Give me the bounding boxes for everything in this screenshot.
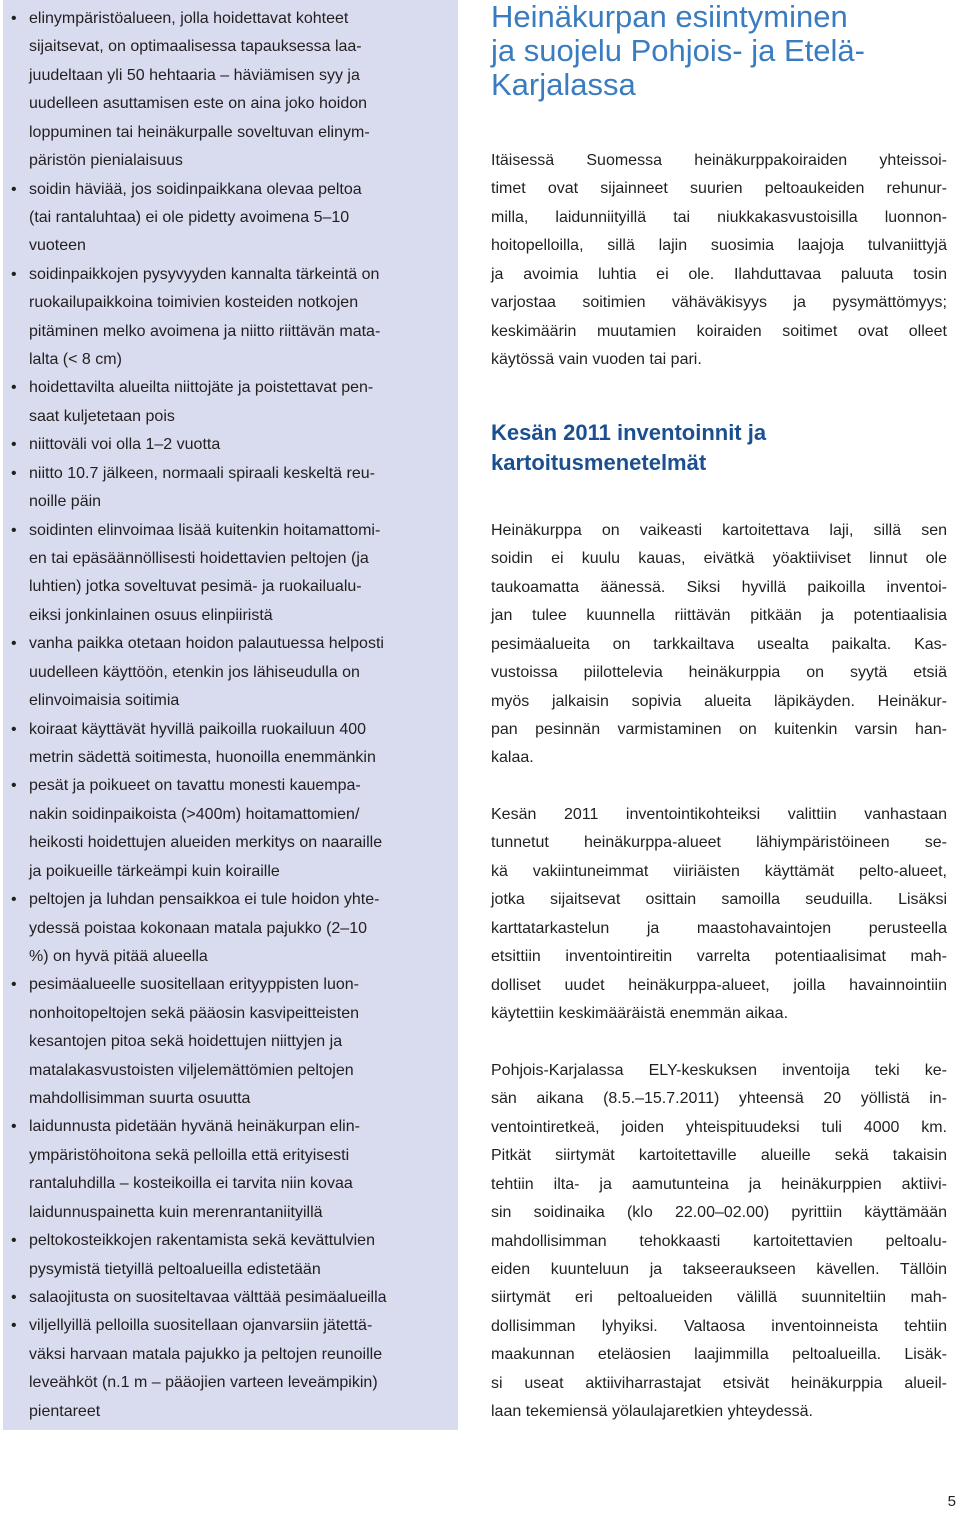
bullet-icon: •: [11, 777, 17, 795]
bullet-text: noille päin: [29, 493, 102, 511]
bullet-icon: •: [11, 464, 17, 482]
bullet-text: laidunnusta pidetään hyvänä heinäkurpan elin-: [29, 1118, 360, 1136]
bullet-item-line: [11, 261, 461, 289]
bullet-text: matalakasvustoisten viljelemättömien peltojen: [29, 1061, 354, 1079]
bullet-continuation-line: [11, 602, 461, 630]
paragraph-line: ventointiretkeä, joiden yhteispituudeksi tuli 4000 km.: [491, 1118, 947, 1136]
paragraph-line: käytettiin keskimääräistä enemmän aikaa.: [491, 1004, 789, 1022]
bullet-text: väksi harvaan matala pajukko ja peltojen reunoille: [29, 1345, 383, 1363]
bullet-item-line: [11, 5, 461, 33]
bullet-text: pitäminen melko avoimena ja niitto riittävän mata-: [29, 322, 381, 340]
bullet-text: vuoteen: [29, 237, 86, 255]
bullet-text: en tai epäsäännöllisesti hoidettavien peltojen (ja: [29, 550, 369, 568]
bullet-icon: •: [11, 635, 17, 653]
paragraph-line: soidin ei kuulu kauas, eivätkä yöaktiiviset linnut ole: [491, 550, 947, 568]
bullet-text: hoidettavilta alueilta niittojäte ja poistettavat pen-: [29, 379, 374, 397]
paragraph-line: pan pesinnän varmistaminen on kuitenkin varsin han-: [491, 720, 947, 738]
bullet-text: lalta (< 8 cm): [29, 351, 122, 369]
bullet-text: pysymistä tietyillä peltoalueilla edistetään: [29, 1260, 321, 1278]
bullet-item-line: [11, 716, 461, 744]
paragraph-line: maakunnan eteläosien laajimmilla peltoalueilla. Lisäk-: [491, 1346, 947, 1364]
bullet-item-line: [11, 517, 461, 545]
bullet-text: ja poikueille tärkeämpi kuin koiraille: [29, 862, 280, 880]
bullet-continuation-line: [11, 659, 461, 687]
bullet-text: ydessä poistaa kokonaan matala pajukko (2–10: [29, 919, 367, 937]
bullet-continuation-line: [11, 858, 461, 886]
bullet-continuation-line: [11, 1256, 461, 1284]
bullet-continuation-line: [11, 62, 461, 90]
bullet-icon: •: [11, 379, 17, 397]
paragraph-line: kalaa.: [491, 749, 534, 767]
bullet-text: (tai rantaluhtaa) ei ole pidetty avoimena 5–10: [29, 208, 350, 226]
paragraph-line: si useat aktiiviharrastajat etsivät heinäkurppia alueil-: [491, 1374, 947, 1392]
bullet-continuation-line: [11, 744, 461, 772]
bullet-text: eiksi jonkinlainen osuus elinpiiristä: [29, 606, 273, 624]
paragraph-line: jan tulee kuunnella riittävän pitkään ja potentiaalisia: [491, 607, 947, 625]
bullet-text: sijaitsevat, on optimaalisessa tapauksessa laa-: [29, 38, 362, 56]
bullet-text: koiraat käyttävät hyvillä paikoilla ruokailuun 400: [29, 720, 367, 738]
bullet-text: peltojen ja luhdan pensaikkoa ei tule hoidon yhte-: [29, 891, 380, 909]
paragraph-line: etsittiin inventointireitin varrelta potentiaalisimat mah-: [491, 948, 947, 966]
bullet-continuation-line: [11, 232, 461, 260]
bullet-text: pientareet: [29, 1402, 101, 1420]
bullet-continuation-line: [11, 687, 461, 715]
paragraph-line: vustoissa piilottelevia heinäkurppia on syytä etsiä: [491, 664, 947, 682]
paragraph-line: jotka sijaitsevat osittain samoilla seuduilla. Lisäksi: [491, 891, 947, 909]
bullet-text: heikosti hoidettujen alueiden merkitys on naaraille: [29, 834, 383, 852]
paragraph-line: tehtiin ilta- ja aamutunteina ja heinäkurppien aktiivi-: [491, 1175, 947, 1193]
subtitle-line: kartoitusmenetelmät: [491, 450, 707, 475]
bullet-item-line: [11, 772, 461, 800]
bullet-continuation-line: [11, 545, 461, 573]
bullet-text: nakin soidinpaikoista (>400m) hoitamattomien/: [29, 805, 360, 823]
bullet-continuation-line: [11, 119, 461, 147]
paragraph-line: eiden kuunteluun ja takseeraukseen kävellen. Tällöin: [491, 1260, 947, 1278]
title-line: ja suojelu Pohjois- ja Etelä-: [491, 33, 865, 68]
bullet-text: elinvoimaisia soitimia: [29, 692, 180, 710]
bullet-text: peltokosteikkojen rakentamista sekä kevättulvien: [29, 1232, 375, 1250]
bullet-icon: •: [11, 720, 17, 738]
title-line: Heinäkurpan esiintyminen: [491, 0, 848, 34]
bullet-icon: •: [11, 10, 17, 27]
bullet-continuation-line: [11, 915, 461, 943]
bullet-text: leveähköt (n.1 m – pääojien varteen leveämpikin): [29, 1374, 378, 1392]
bullet-continuation-line: [11, 1170, 461, 1198]
paragraph-line: Pitkät siirtymät kartoitettaville alueille sekä takaisin: [491, 1147, 947, 1165]
bullet-continuation-line: [11, 943, 461, 971]
paragraph-line: myös jalkaisin sopivia alueita läpikäyden. Heinäkur-: [491, 692, 947, 710]
bullet-text: elinympäristöalueen, jolla hoidettavat kohteet: [29, 10, 349, 27]
paragraph-line: karttatarkastelun ja maastohavaintojen perusteella: [491, 919, 947, 937]
paragraph-line: siirtymät eri peltoalueiden välillä suunniteltiin mah-: [491, 1289, 947, 1307]
bullet-text: juudeltaan yli 50 hehtaaria – häviämisen syy ja: [29, 66, 360, 84]
paragraph-line: dollisimman lyhyiksi. Valtaosa inventoinneista tehtiin: [491, 1317, 947, 1335]
bullet-item-line: [11, 1312, 461, 1340]
paragraph-line: milla, laidunniityillä tai niukkakasvustoisilla luonnon-: [491, 208, 947, 226]
title-line: Karjalassa: [491, 67, 636, 102]
bullet-text: mahdollisimman suurta osuutta: [29, 1090, 251, 1108]
bullet-text: pesimäalueelle suositellaan erityyppisten luon-: [29, 976, 359, 994]
bullet-text: soidinten elinvoimaa lisää kuitenkin hoitamattomi-: [29, 521, 381, 539]
paragraph-line: tunnetut heinäkurppa-alueet lähiympäristöineen se-: [491, 834, 947, 852]
bullet-icon: •: [11, 1118, 17, 1136]
bullet-icon: •: [11, 891, 17, 909]
bullet-text: niittoväli voi olla 1–2 vuotta: [29, 436, 221, 454]
bullet-text: rantaluhdilla – kosteikoilla ei tarvita niin kovaa: [29, 1175, 353, 1193]
bullet-continuation-line: [11, 801, 461, 829]
bullet-text: ympäristöhoitona sekä pelloilla että erityisesti: [29, 1146, 350, 1164]
sidebar-box: [3, 0, 458, 1430]
intro-paragraph: [491, 147, 947, 374]
bullet-text: uudelleen asuttamisen este on aina joko hoidon: [29, 95, 368, 113]
bullet-item-line: [11, 1227, 461, 1255]
bullet-text: viljellyillä pelloilla suositellaan ojanvarsiin jätettä-: [29, 1317, 373, 1335]
paragraph-line: varjostaa soitimien vähäväkisyys ja pysymättömyys;: [491, 294, 947, 312]
bullet-continuation-line: [11, 488, 461, 516]
bullet-continuation-line: [11, 403, 461, 431]
bullet-continuation-line: [11, 1028, 461, 1056]
bullet-icon: •: [11, 436, 17, 454]
bullet-text: kesantojen pitoa sekä hoidettujen niittyjen ja: [29, 1033, 343, 1051]
bullet-text: metrin sädettä soitimesta, huonoilla enemmänkin: [29, 748, 376, 766]
paragraph-line: Pohjois-Karjalassa ELY-keskuksen inventoija teki ke-: [491, 1062, 947, 1079]
paragraph-line: sin soidinaika (klo 22.00–02.00) pyrittiin käyttämään: [491, 1204, 947, 1222]
bullet-icon: •: [11, 976, 17, 994]
bullet-continuation-line: [11, 318, 461, 346]
bullet-icon: •: [11, 265, 17, 283]
paragraph-line: keskimäärin muutamien koiraiden soitimet ovat olleet: [491, 322, 947, 340]
paragraph-line: sän aikana (8.5.–15.7.2011) yhteensä 20 yöllistä in-: [491, 1090, 947, 1108]
bullet-continuation-line: [11, 1057, 461, 1085]
bullet-continuation-line: [11, 1000, 461, 1028]
paragraph-line: ja avoimia luhtia ei ole. Ilahduttavaa paluuta tosin: [491, 265, 947, 283]
bullet-text: luhtien) jotka soveltuvat pesimä- ja ruokailualu-: [29, 578, 362, 596]
bullet-text: pesät ja poikueet on tavattu monesti kauempa-: [29, 777, 361, 795]
section-subtitle: [491, 418, 766, 478]
paragraph-line: Heinäkurppa on vaikeasti kartoitettava laji, sillä sen: [491, 522, 947, 539]
methods-paragraph-2: [491, 801, 947, 1028]
bullet-text: salaojitusta on suositeltavaa välttää pesimäalueilla: [29, 1288, 387, 1306]
bullet-text: saat kuljetetaan pois: [29, 407, 175, 425]
section-title: [491, 0, 865, 102]
bullet-text: soidinpaikkojen pysyvyyden kannalta tärkeintä on: [29, 265, 380, 283]
bullet-item-line: [11, 886, 461, 914]
bullet-continuation-line: [11, 1199, 461, 1227]
bullet-continuation-line: [11, 90, 461, 118]
bullet-text: päristön pienialaisuus: [29, 152, 183, 170]
bullet-item-line: [11, 176, 461, 204]
bullet-continuation-line: [11, 204, 461, 232]
bullet-continuation-line: [11, 346, 461, 374]
paragraph-line: taukoamatta äänessä. Siksi hyvillä paikoilla inventoi-: [491, 578, 947, 596]
bullet-item-line: [11, 374, 461, 402]
paragraph-line: hoitopelloilla, sillä lajin suosimia laajoja tulvaniittyjä: [491, 237, 947, 255]
bullet-continuation-line: [11, 1398, 461, 1426]
bullet-continuation-line: [11, 147, 461, 175]
methods-paragraph-1: [491, 517, 947, 773]
paragraph-line: Kesän 2011 inventointikohteiksi valittiin vanhastaan: [491, 806, 947, 823]
bullet-text: nonhoitopeltojen sekä pääosin kasvipeitteisten: [29, 1004, 360, 1022]
bullet-text: ruokailupaikkoina toimivien kosteiden notkojen: [29, 294, 359, 312]
bullet-item-line: [11, 1113, 461, 1141]
bullet-item-line: [11, 971, 461, 999]
bullet-item-line: [11, 431, 461, 459]
page-number: 5: [947, 1493, 956, 1510]
methods-paragraph-3: [491, 1057, 947, 1426]
paragraph-line: mahdollisimman tehokkaasti kartoitettavien peltoalu-: [491, 1232, 947, 1250]
bullet-continuation-line: [11, 289, 461, 317]
paragraph-line: laan tekemiensä yölaulajaretkien yhteydessä.: [491, 1403, 813, 1421]
paragraph-line: Itäisessä Suomessa heinäkurppakoiraiden yhteissoi-: [491, 152, 947, 169]
paragraph-line: kä vakiintuneimmat viiriäisten käyttämät pelto-alueet,: [491, 862, 947, 880]
bullet-icon: •: [11, 1232, 17, 1250]
bullet-text: soidin häviää, jos soidinpaikkana olevaa peltoa: [29, 180, 362, 198]
bullet-continuation-line: [11, 829, 461, 857]
bullet-item-line: [11, 460, 461, 488]
bullet-icon: •: [11, 1288, 17, 1306]
bullet-continuation-line: [11, 1369, 461, 1397]
bullet-icon: •: [11, 521, 17, 539]
bullet-continuation-line: [11, 573, 461, 601]
bullet-text: %) on hyvä pitää alueella: [29, 947, 208, 965]
paragraph-line: käytössä vain vuoden tai pari.: [491, 350, 702, 368]
subtitle-line: Kesän 2011 inventoinnit ja: [491, 420, 767, 445]
bullet-text: vanha paikka otetaan hoidon palautuessa helposti: [29, 635, 384, 653]
paragraph-line: pesimäalueita on tarkkailtava usealta paikalta. Kas-: [491, 635, 947, 653]
bullet-continuation-line: [11, 1341, 461, 1369]
bullet-text: laidunnuspainetta kuin merenrantaniityillä: [29, 1203, 323, 1221]
paragraph-line: dolliset uudet heinäkurppa-alueet, joilla havainnointiin: [491, 976, 947, 994]
bullet-continuation-line: [11, 1142, 461, 1170]
bullet-list: [11, 5, 461, 1426]
bullet-text: niitto 10.7 jälkeen, normaali spiraali keskeltä reu-: [29, 464, 375, 482]
bullet-item-line: [11, 630, 461, 658]
paragraph-line: timet ovat sijainneet suurien peltoaukeiden rehunur-: [491, 180, 947, 198]
bullet-text: uudelleen käyttöön, etenkin jos lähiseudulla on: [29, 663, 360, 681]
bullet-item-line: [11, 1284, 461, 1312]
bullet-text: loppuminen tai heinäkurpalle soveltuvan elinym-: [29, 123, 370, 141]
bullet-continuation-line: [11, 1085, 461, 1113]
bullet-continuation-line: [11, 33, 461, 61]
bullet-icon: •: [11, 1317, 17, 1335]
bullet-icon: •: [11, 180, 17, 198]
